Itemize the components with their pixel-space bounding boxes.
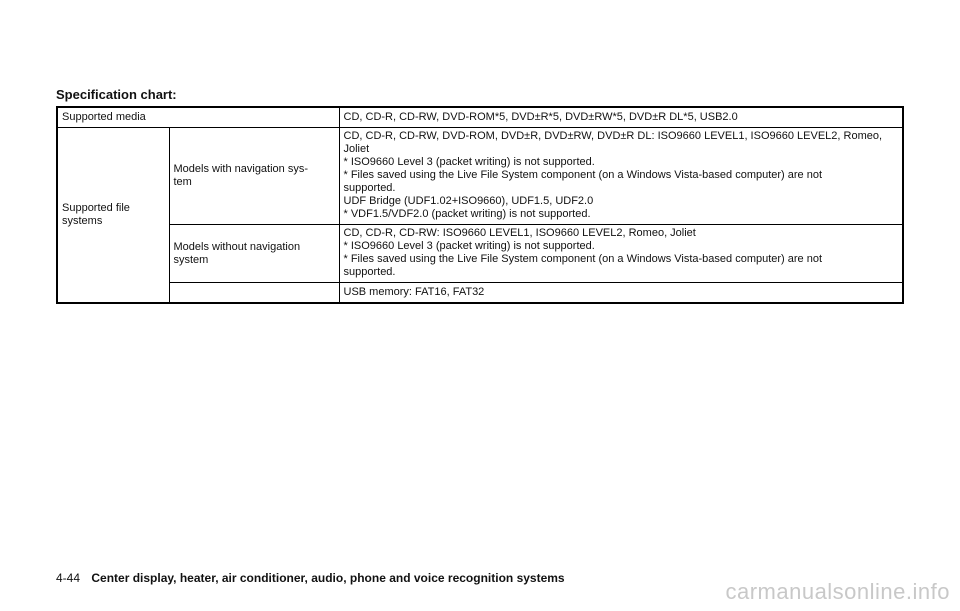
section-title: Specification chart: [56, 87, 177, 102]
specification-table [56, 106, 904, 304]
supported-media-value: CD, CD-R, CD-RW, DVD-ROM*5, DVD±R*5, DVD±RW*5, DVD±R DL*5, USB2.0 [339, 107, 903, 128]
without-navigation-label-line: Models without navigation [173, 240, 301, 253]
supported-file-systems-label [57, 128, 169, 304]
supported-file-systems-label-line: Supported file [62, 202, 130, 214]
with-navigation-line: * VDF1.5/VDF2.0 (packet writing) is not supported. [343, 208, 591, 220]
without-navigation-value [339, 225, 903, 283]
with-navigation-line: UDF Bridge (UDF1.02+ISO9660), UDF1.5, UDF2.0 [343, 195, 594, 207]
with-navigation-line: supported. [343, 182, 396, 194]
supported-file-systems-label-line: systems [62, 215, 103, 227]
with-navigation-line: * Files saved using the Live File System component (on a Windows Vista-based computer) are not [343, 169, 823, 181]
without-navigation-line: supported. [343, 266, 396, 278]
page-number: 4-44 [56, 571, 81, 585]
watermark-logo: carmanualsonline.info [725, 579, 950, 604]
table-row-with-navigation [57, 128, 903, 225]
table-row-usb [57, 283, 903, 304]
without-navigation-line: CD, CD-R, CD-RW: ISO9660 LEVEL1, ISO9660 LEVEL2, Romeo, Joliet [343, 227, 696, 239]
without-navigation-label-line: system [173, 253, 209, 266]
without-navigation-label [169, 225, 339, 283]
chapter-title: Center display, heater, air conditioner, audio, phone and voice recognition systems [91, 571, 565, 585]
with-navigation-line: * ISO9660 Level 3 (packet writing) is not supported. [343, 156, 595, 168]
without-navigation-line: * Files saved using the Live File System component (on a Windows Vista-based computer) are not [343, 253, 823, 265]
with-navigation-line: CD, CD-R, CD-RW, DVD-ROM, DVD±R, DVD±RW, DVD±R DL: ISO9660 LEVEL1, ISO9660 LEVEL2, Romeo, [343, 130, 883, 142]
table-row-without-navigation [57, 225, 903, 283]
with-navigation-value [339, 128, 903, 225]
supported-media-label: Supported media [57, 107, 339, 128]
table-row-supported-media [57, 107, 903, 128]
page-footer [56, 571, 565, 585]
without-navigation-line: * ISO9660 Level 3 (packet writing) is not supported. [343, 240, 595, 252]
usb-value: USB memory: FAT16, FAT32 [339, 283, 903, 304]
with-navigation-label [169, 128, 339, 225]
usb-empty-cell [169, 283, 339, 304]
with-navigation-label-line: tem [173, 176, 192, 188]
with-navigation-line: Joliet [343, 143, 370, 155]
with-navigation-label-line: Models with navigation sys- [173, 163, 309, 175]
